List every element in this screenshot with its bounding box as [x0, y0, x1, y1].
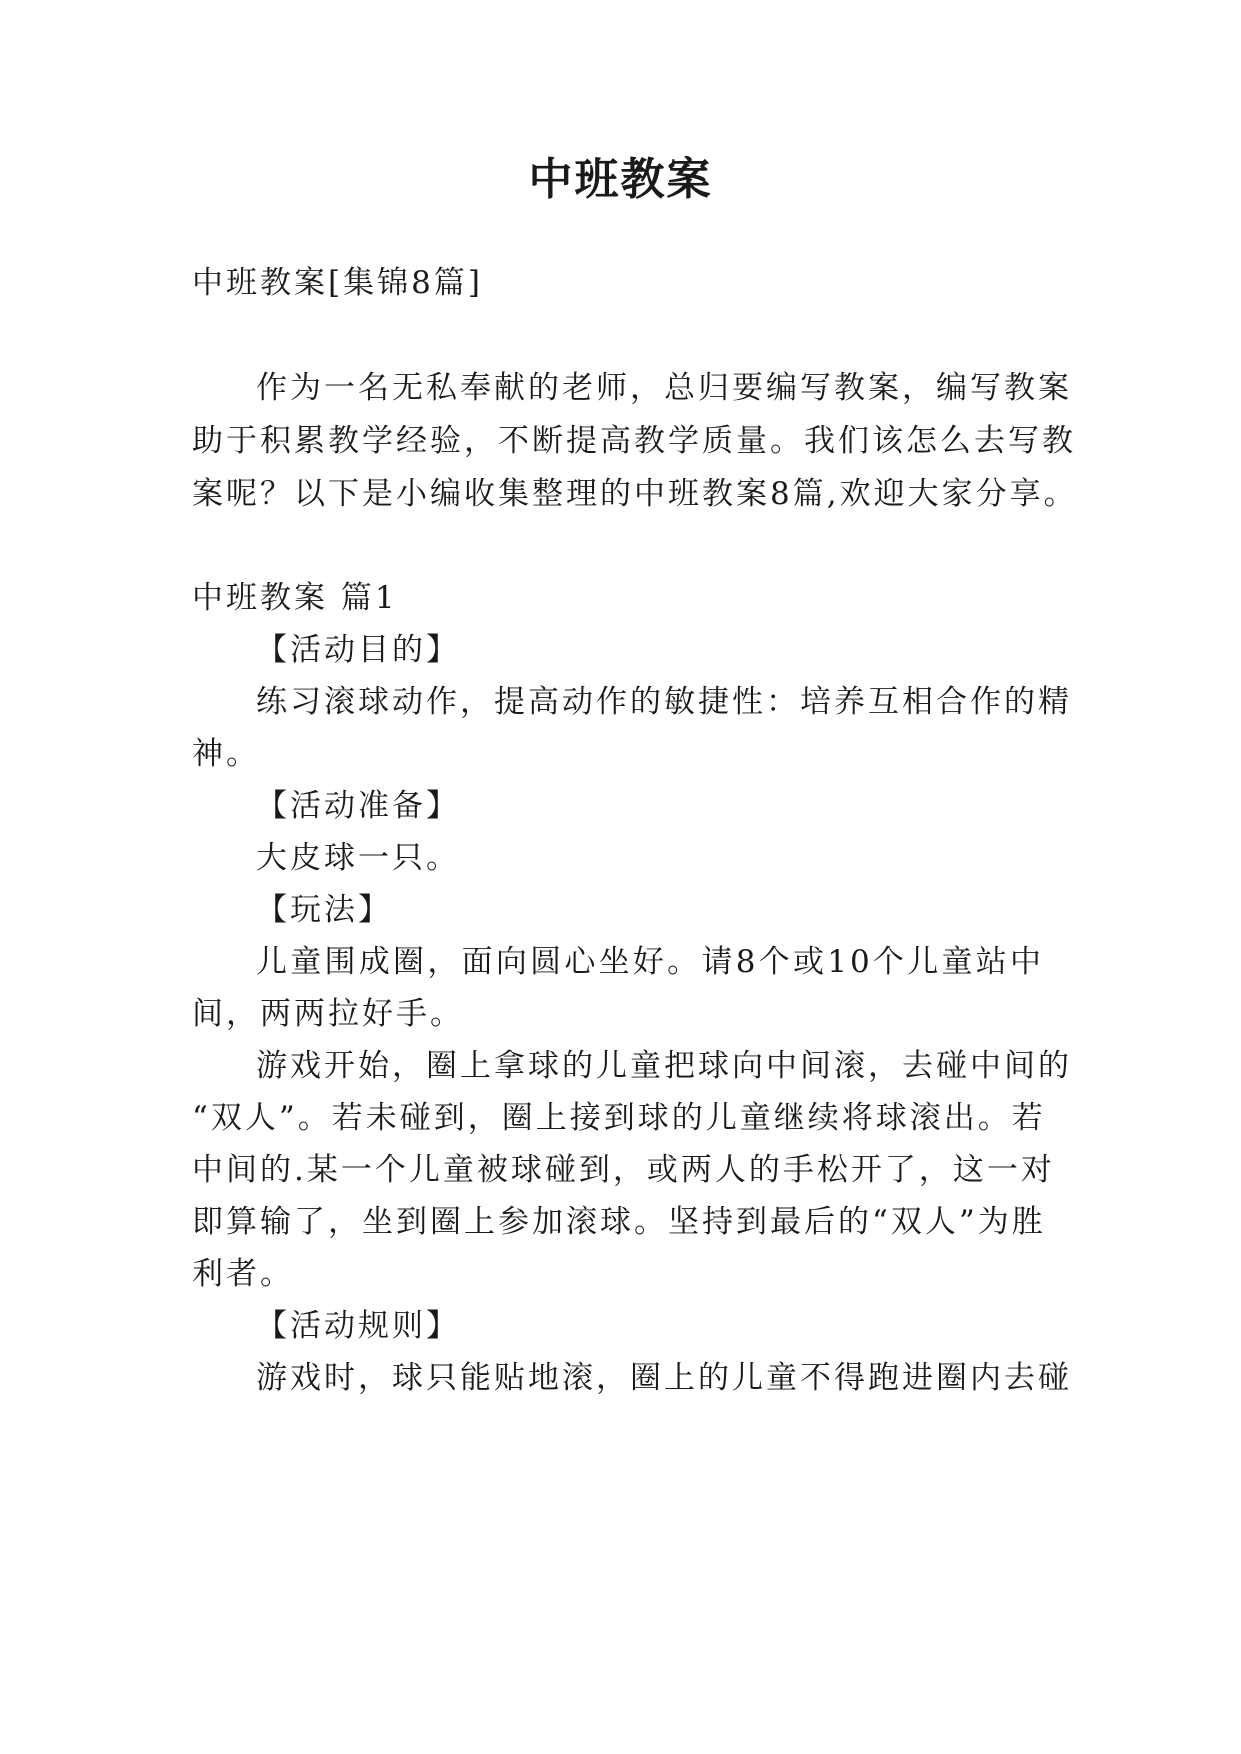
goal-line-2: 神。 [192, 736, 260, 772]
heading-rules: 【活动规则】 [256, 1308, 460, 1344]
prep-line: 大皮球一只。 [256, 840, 460, 876]
intro-line-2: 助于积累教学经验，不断提高教学质量。我们该怎么去写教 [192, 423, 1076, 459]
heading-goal: 【活动目的】 [256, 632, 460, 668]
play2-line-5: 利者。 [192, 1256, 294, 1292]
heading-play: 【玩法】 [256, 892, 392, 928]
play1-line-2: 间，两两拉好手。 [192, 996, 464, 1032]
intro-line-3: 案呢？以下是小编收集整理的中班教案8篇,欢迎大家分享。 [192, 476, 1078, 512]
section-heading: 中班教案 篇1 [192, 580, 398, 616]
play2-line-3: 中间的.某一个儿童被球碰到，或两人的手松开了，这一对 [192, 1152, 1055, 1188]
document-title: 中班教案 [528, 154, 713, 205]
play2-line-4: 即算输了，坐到圈上参加滚球。坚持到最后的“双人”为胜 [192, 1204, 1046, 1240]
rules-line-1: 游戏时，球只能贴地滚，圈上的儿童不得跑进圈内去碰 [256, 1360, 1072, 1396]
heading-prep: 【活动准备】 [256, 788, 460, 824]
play2-line-1: 游戏开始，圈上拿球的儿童把球向中间滚，去碰中间的 [256, 1048, 1072, 1084]
play1-line-1: 儿童围成圈，面向圆心坐好。请8个或10个儿童站中 [256, 944, 1044, 980]
intro-line-1: 作为一名无私奉献的老师，总归要编写教案，编写教案 [256, 370, 1072, 406]
play2-line-2: “双人”。若未碰到，圈上接到球的儿童继续将球滚出。若 [192, 1100, 1046, 1136]
document-subtitle: 中班教案[集锦8篇] [192, 265, 483, 301]
goal-line-1: 练习滚球动作，提高动作的敏捷性：培养互相合作的精 [256, 684, 1072, 720]
